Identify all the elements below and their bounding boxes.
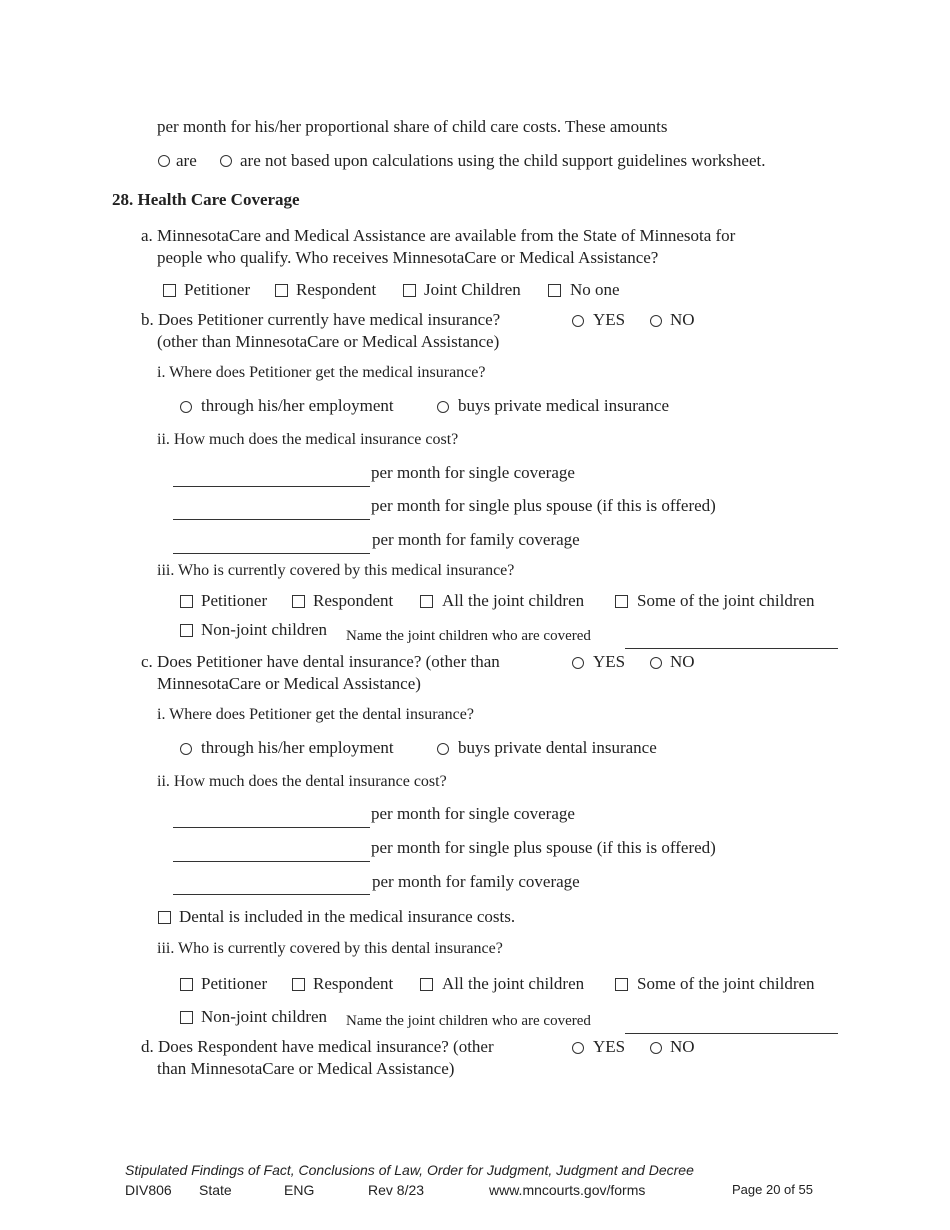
b-cov-petitioner-checkbox[interactable] xyxy=(180,595,193,608)
b-yes-radio[interactable] xyxy=(572,315,584,327)
footer-page-number: Page 20 of 55 xyxy=(732,1182,813,1197)
c-name-children-label: Name the joint children who are covered xyxy=(346,1013,591,1029)
footer-language: ENG xyxy=(284,1182,315,1198)
question-a-line2: people who qualify. Who receives MinnesotaCare or Medical Assistance? xyxy=(157,248,659,267)
d-no-radio[interactable] xyxy=(650,1042,662,1054)
b-spouse-cost-label: per month for single plus spouse (if this is offered) xyxy=(371,496,716,515)
a-respondent-checkbox[interactable] xyxy=(275,284,288,297)
b-cov-all-checkbox[interactable] xyxy=(420,595,433,608)
a-petitioner-checkbox[interactable] xyxy=(163,284,176,297)
are-radio[interactable] xyxy=(158,155,170,167)
c-cov-petitioner-label: Petitioner xyxy=(201,974,268,993)
footer-state: State xyxy=(199,1182,232,1198)
c-nonjoint-label: Non-joint children xyxy=(201,1007,328,1026)
a-joint-children-checkbox[interactable] xyxy=(403,284,416,297)
c-family-cost-label: per month for family coverage xyxy=(372,872,580,891)
c-ii-question: ii. How much does the dental insurance cost? xyxy=(157,773,447,790)
c-family-cost-field[interactable] xyxy=(173,894,370,895)
a-joint-children-label: Joint Children xyxy=(424,280,521,299)
question-d-line2: than MinnesotaCare or Medical Assistance) xyxy=(157,1059,455,1078)
b-iii-question: iii. Who is currently covered by this medical insurance? xyxy=(157,562,515,579)
b-yes-label: YES xyxy=(593,310,626,329)
b-cov-respondent-label: Respondent xyxy=(313,591,394,610)
b-name-children-label: Name the joint children who are covered xyxy=(346,628,591,644)
b-family-cost-label: per month for family coverage xyxy=(372,530,580,549)
childcare-share-text: per month for his/her proportional share of child care costs. These amounts xyxy=(157,117,668,136)
footer-form-code: DIV806 xyxy=(125,1182,172,1198)
c-employment-radio[interactable] xyxy=(180,743,192,755)
a-petitioner-label: Petitioner xyxy=(184,280,251,299)
b-name-children-field[interactable] xyxy=(625,648,838,649)
b-no-label: NO xyxy=(670,310,695,329)
c-cov-respondent-label: Respondent xyxy=(313,974,394,993)
question-b-line1: b. Does Petitioner currently have medical insurance? xyxy=(141,310,501,329)
b-nonjoint-checkbox[interactable] xyxy=(180,624,193,637)
c-iii-question: iii. Who is currently covered by this dental insurance? xyxy=(157,940,503,957)
b-cov-some-label: Some of the joint children xyxy=(637,591,815,610)
c-name-children-field[interactable] xyxy=(625,1033,838,1034)
a-no-one-checkbox[interactable] xyxy=(548,284,561,297)
question-c-line1: c. Does Petitioner have dental insurance? (other than xyxy=(141,652,500,671)
c-no-label: NO xyxy=(670,652,695,671)
c-employment-label: through his/her employment xyxy=(201,738,394,757)
section-heading: 28. Health Care Coverage xyxy=(112,190,300,209)
c-private-radio[interactable] xyxy=(437,743,449,755)
b-spouse-cost-field[interactable] xyxy=(173,519,370,520)
c-no-radio[interactable] xyxy=(650,657,662,669)
a-no-one-label: No one xyxy=(570,280,620,299)
c-single-cost-label: per month for single coverage xyxy=(371,804,575,823)
are-label: are xyxy=(176,151,197,170)
c-spouse-cost-label: per month for single plus spouse (if this is offered) xyxy=(371,838,716,857)
b-cov-all-label: All the joint children xyxy=(442,591,585,610)
b-private-radio[interactable] xyxy=(437,401,449,413)
b-single-cost-label: per month for single coverage xyxy=(371,463,575,482)
c-nonjoint-checkbox[interactable] xyxy=(180,1011,193,1024)
d-no-label: NO xyxy=(670,1037,695,1056)
footer-revision: Rev 8/23 xyxy=(368,1182,425,1198)
b-no-radio[interactable] xyxy=(650,315,662,327)
c-cov-respondent-checkbox[interactable] xyxy=(292,978,305,991)
c-cov-all-label: All the joint children xyxy=(442,974,585,993)
b-ii-question: ii. How much does the medical insurance cost? xyxy=(157,431,459,448)
c-private-label: buys private dental insurance xyxy=(458,738,657,757)
c-yes-radio[interactable] xyxy=(572,657,584,669)
c-i-question: i. Where does Petitioner get the dental insurance? xyxy=(157,706,474,723)
question-d-line1: d. Does Respondent have medical insurance? (other xyxy=(141,1037,494,1056)
c-yes-label: YES xyxy=(593,652,626,671)
a-respondent-label: Respondent xyxy=(296,280,377,299)
b-private-label: buys private medical insurance xyxy=(458,396,670,415)
b-nonjoint-label: Non-joint children xyxy=(201,620,328,639)
b-employment-radio[interactable] xyxy=(180,401,192,413)
c-spouse-cost-field[interactable] xyxy=(173,861,370,862)
b-cov-petitioner-label: Petitioner xyxy=(201,591,268,610)
b-employment-label: through his/her employment xyxy=(201,396,394,415)
footer-title: Stipulated Findings of Fact, Conclusions of Law, Order for Judgment, Judgment and Decree xyxy=(125,1162,694,1178)
c-cov-some-checkbox[interactable] xyxy=(615,978,628,991)
dental-included-checkbox[interactable] xyxy=(158,911,171,924)
d-yes-label: YES xyxy=(593,1037,626,1056)
c-single-cost-field[interactable] xyxy=(173,827,370,828)
b-cov-some-checkbox[interactable] xyxy=(615,595,628,608)
c-cov-petitioner-checkbox[interactable] xyxy=(180,978,193,991)
question-b-line2: (other than MinnesotaCare or Medical Assistance) xyxy=(157,332,500,351)
question-a-line1: a. MinnesotaCare and Medical Assistance are available from the State of Minnesota for xyxy=(141,226,736,245)
b-single-cost-field[interactable] xyxy=(173,486,370,487)
b-cov-respondent-checkbox[interactable] xyxy=(292,595,305,608)
b-i-question: i. Where does Petitioner get the medical insurance? xyxy=(157,364,486,381)
c-cov-some-label: Some of the joint children xyxy=(637,974,815,993)
footer-url[interactable]: www.mncourts.gov/forms xyxy=(489,1182,646,1198)
question-c-line2: MinnesotaCare or Medical Assistance) xyxy=(157,674,421,693)
d-yes-radio[interactable] xyxy=(572,1042,584,1054)
c-cov-all-checkbox[interactable] xyxy=(420,978,433,991)
are-not-radio[interactable] xyxy=(220,155,232,167)
dental-included-label: Dental is included in the medical insurance costs. xyxy=(179,907,516,926)
b-family-cost-field[interactable] xyxy=(173,553,370,554)
are-not-label: are not based upon calculations using the child support guidelines worksheet. xyxy=(240,151,766,170)
